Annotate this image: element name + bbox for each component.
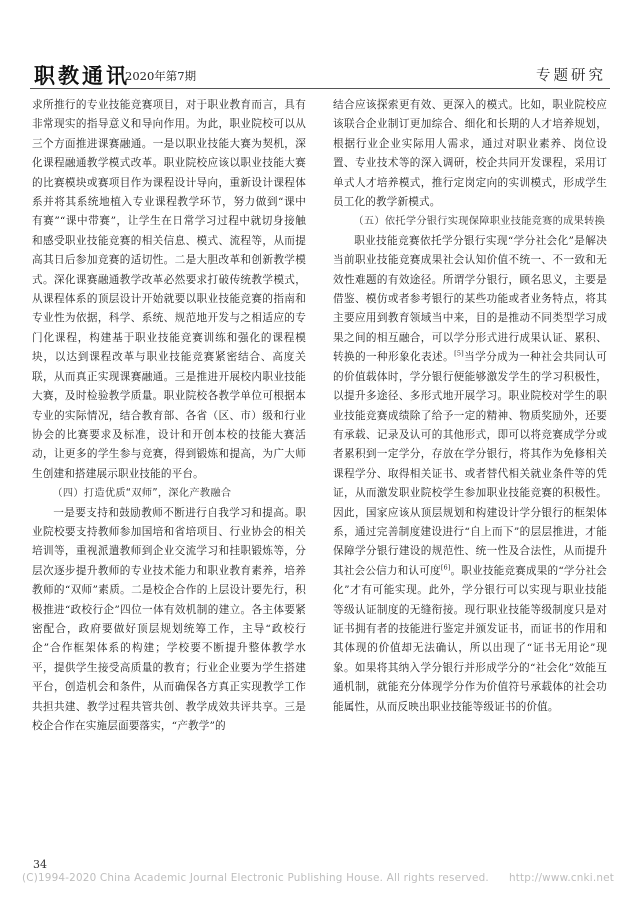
- copyright-text: (C)1994-2020 China Academic Journal Electronic Publishing House. All rights reserved.: [22, 872, 489, 884]
- left-column: [32, 96, 306, 746]
- citation-5[interactable]: [5]: [454, 349, 464, 358]
- paragraph-text: 职业技能竞赛依托学分银行实现“学分社会化”是解决当前职业技能竞赛成果社会认知价值不统一、不一致和无效性难题的有效途径。所谓学分银行，顾名思义，主要是借鉴、模仿或者参考银行的某些功能或者业务特点，将其主要应用到教育领域当中来，目的是推动不同类型学习成果之间的相互融合，可以学分形式进行成果认证、累积、转换的一种形象化表述。: [333, 234, 607, 364]
- section-label: 专题研究: [536, 68, 606, 84]
- citation-6[interactable]: [6]: [440, 563, 451, 572]
- right-column: [333, 96, 607, 784]
- section-heading-4: （四）打造优质“双师”，深化产教融合: [52, 488, 232, 500]
- paragraph-text: 当学分成为一种社会共同认可的价值载体时，学分银行便能够激发学生的学习积极性，以提升多途径、多形式地开展学习。职业院校对学生的职业技能竞赛成绩除了给予一定的精神、物质奖励外，还要有承载、记录及认可的其他形式，即可以将竞赛成学分或者累积到一定学分，存放在学分银行，将其作为免修相关课程学分、取得相关证书、或者替代相关就业条件等的凭证，从而激发职业院校学生参加职业技能竞赛的积极性。因此，国家应该从顶层规划和构建设计学分银行的框架体系，通过完善制度建设进行“自上而下”的层层推进，才能保障学分银行建设的规范性、统一性及合法性，从而提升其社会公信力和认可度: [333, 351, 607, 577]
- left-paragraph-1: 求所推行的专业技能竞赛项目，对于职业教育而言，具有非常现实的指导意义和导向作用。为此，职业院校可以从三个方面推进课赛融通。一是以职业技能大赛为契机，深化课程融通教学模式改革。职业院校应该以职业技能大赛的比赛模块或赛项目作为课程设计导向，重新设计课程体系并将其系统地植入专业课程教学环节，努力做到“课中有赛”“课中带赛”，让学生在日常学习过程中就切身接触和感受职业技能竞赛的相关信息、模式、流程等，从而提高其日后参加竞赛的适切性。二是大胆改革和创新教学模式。深化课赛融通教学改革必然要求打破传统教学模式，从课程体系的顶层设计开始就要以职业技能竞赛的指南和专业性为依据，科学、系统、规范地开发与之相适应的专门化课程，构建基于职业技能竞赛训练和强化的课程模块，以达到课程改革与职业技能竞赛紧密结合、高度关联，从而真正实现课赛融通。三是推进开展校内职业技能大赛，及时检验教学质量。职业院校各教学单位可根据本专业的实际情况，结合教育部、各省（区、市）级和行业协会的比赛要求及标准，设计和开创本校的技能大赛活动，让更多的学生参与竞赛，得到锻炼和提高，为广大师生创建和搭建展示职业技能的平台。: [32, 99, 306, 480]
- issue-label: 2020年第7期: [125, 69, 197, 83]
- cnki-link[interactable]: http://www.cnki.net: [508, 872, 614, 884]
- paragraph-text: 。职业技能竞赛成果的“学分社会化”才有可能实现。此外，学分银行可以实现与职业技能等级认证制度的无缝衔接。现行职业技能等级制度只是对证书拥有者的技能进行鉴定并颁发证书，而证书的作用和其体现的价值却无法确认，所以出现了“证书无用论”现象。如果将其纳入学分银行并形成学分的“社会化”效能互通机制，就能充分体现学分作为价值符号承载体的社会功能属性，从而反映出职业技能等级证书的价值。: [333, 564, 607, 713]
- right-paragraph-2: [333, 232, 607, 717]
- right-paragraph-1: 结合应该探索更有效、更深入的模式。比如，职业院校应该联合企业制订更加综合、细化和长期的人才培养规划，根据行业企业实际用人需求，通过对职业素养、岗位设置、专业技术等的深入调研，校企共同开发课程，采用订单式人才培养模式，推行定岗定向的实训模式，形成学生员工化的教学新模式。: [333, 99, 607, 209]
- page-number: 34: [33, 858, 47, 871]
- section-heading-5: （五）依托学分银行实现保障职业技能竞赛的成果转换: [353, 216, 606, 228]
- left-paragraph-2: 一是要支持和鼓励教师不断进行自我学习和提高。职业院校要支持教师参加国培和省培项目、行业协会的相关培训等，重视派遣教师到企业交流学习和挂职锻炼等，分层次逐步提升教师的专业技术能力和职业教育素养，培养教师的“双师”素质。二是校企合作的上层设计要先行，积极推进“政校行企”四位一体有效机制的建立。各主体要紧密配合，政府要做好顶层规划统筹工作，主导“政校行企”合作框架体系的构建；学校要不断提升整体教学水平，提供学生接受高质量的教育；行业企业要为学生搭建平台，创造机会和条件，从而确保各方真正实现教学工作共担共建、教学过程共管共创、教学成效共评共享。三是校企合作在实施层面要落实，“产教学”的: [32, 506, 306, 732]
- journal-masthead: 职教通讯: [34, 63, 130, 88]
- copyright-footer: [22, 872, 614, 884]
- header-rule: [30, 88, 610, 89]
